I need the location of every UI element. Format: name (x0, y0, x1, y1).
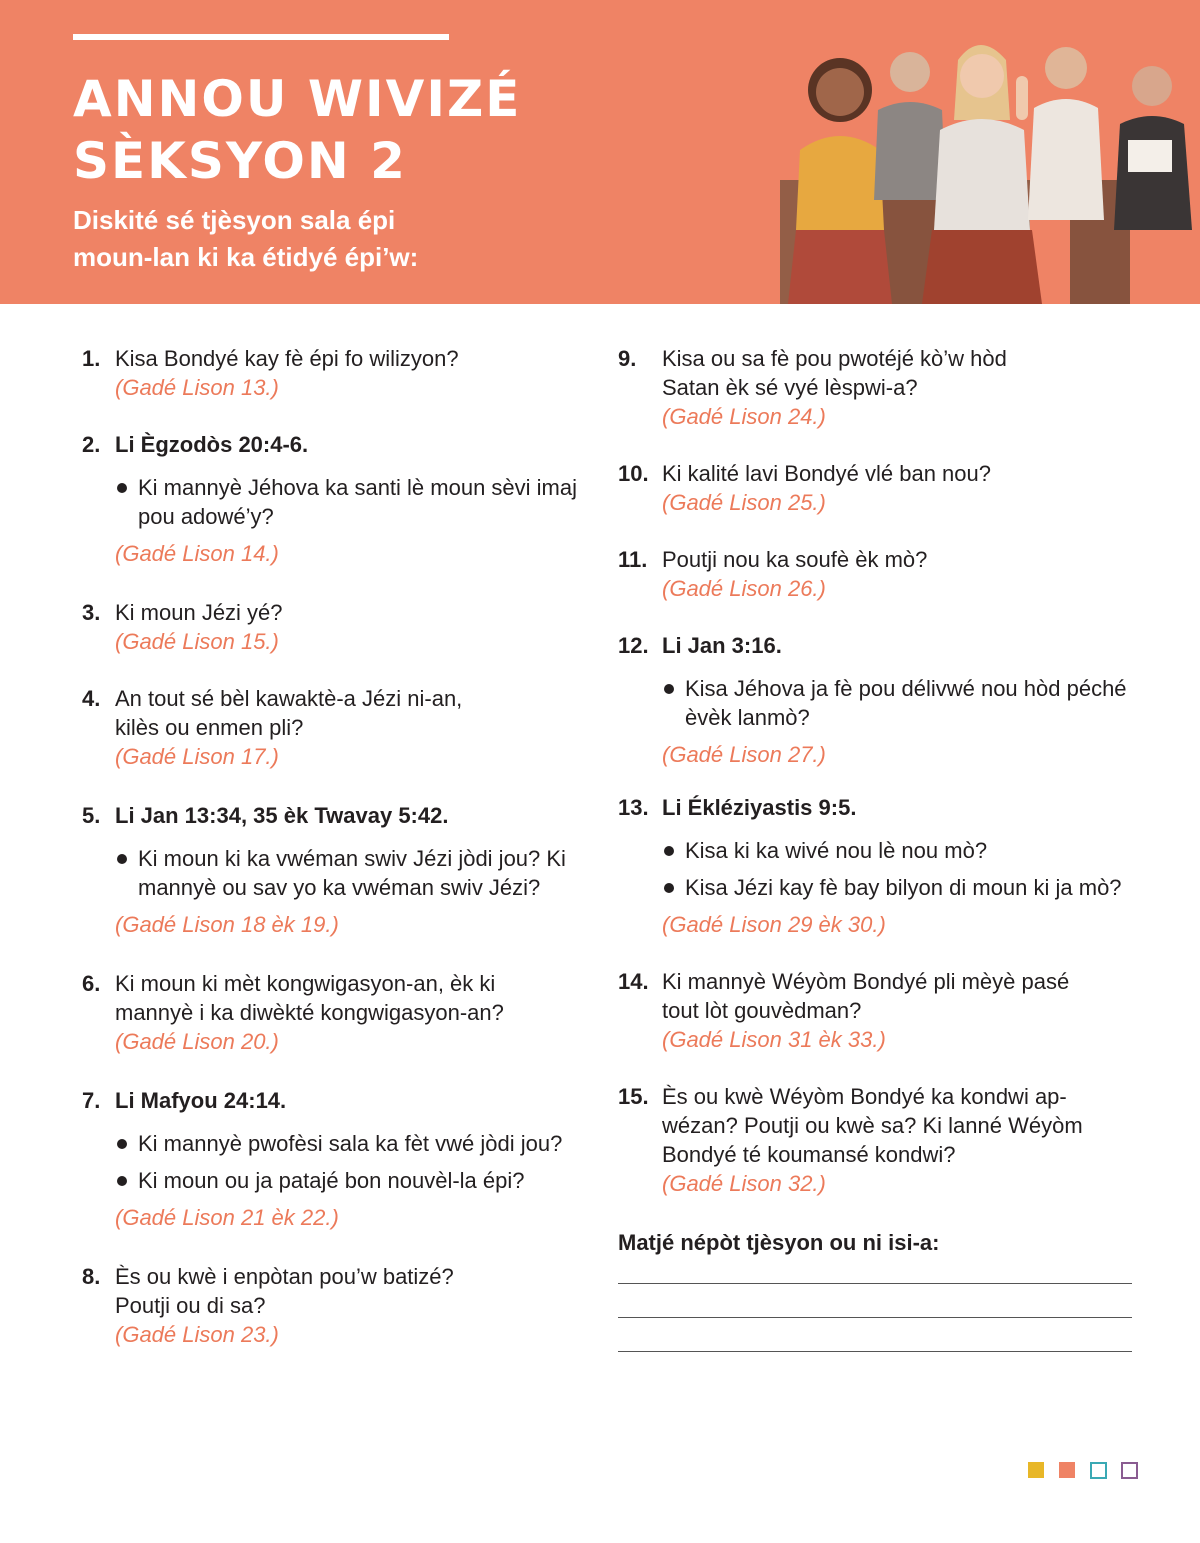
question-item (618, 344, 1138, 431)
question-text: Ki kalité lavi Bondyé vlé ban nou? (662, 461, 991, 486)
question-number: 1. (82, 346, 101, 371)
question-number: 12. (618, 633, 649, 658)
question-item (82, 344, 602, 402)
lesson-reference: (Gadé Lison 18 èk 19.) (115, 912, 339, 937)
bullet-question: Ki mannyè Jéhova ka santi lè moun sèvi imaj pou adowé’y? (115, 473, 602, 531)
scripture-reading: Li Ékléziyastis 9:5. (662, 795, 857, 820)
person-2 (874, 52, 946, 200)
question-item (82, 969, 602, 1056)
page-subtitle (73, 202, 493, 276)
writing-line[interactable] (618, 1351, 1132, 1352)
question-text: Ki moun Jézi yé? (115, 600, 283, 625)
question-text: Poutji ou di sa? (115, 1293, 266, 1318)
bullet-question: Kisa Jéhova ja fè pou délivwé nou hòd péché èvèk lanmò? (662, 674, 1138, 732)
page-title (73, 68, 593, 192)
lesson-reference: (Gadé Lison 26.) (662, 576, 826, 601)
question-item (82, 1086, 602, 1232)
question-text: tout lòt gouvèdman? (662, 998, 862, 1023)
question-number: 13. (618, 795, 649, 820)
writing-line[interactable] (618, 1283, 1132, 1284)
person-4 (1028, 47, 1104, 220)
subtitle-line-1: Diskité sé tjèsyon sala épi (73, 205, 396, 235)
header-banner (0, 0, 1200, 304)
notes-title: Matjé népòt tjèsyon ou ni isi-a: (618, 1230, 940, 1255)
question-item (618, 793, 1138, 939)
bullet-question: Ki moun ki ka vwéman swiv Jézi jòdi jou? Ki mannyè ou sav yo ka vwéman swiv Jézi? (115, 844, 602, 902)
lesson-reference: (Gadé Lison 14.) (115, 541, 279, 566)
question-item (618, 459, 1138, 517)
square-teal-outline (1090, 1462, 1107, 1479)
people-illustration (760, 30, 1200, 304)
bullet-list (662, 836, 1138, 902)
question-text: Ki mannyè Wéyòm Bondyé pli mèyè pasé (662, 969, 1070, 994)
question-item (82, 1262, 602, 1349)
question-item (82, 684, 602, 771)
question-number: 5. (82, 803, 101, 828)
lesson-reference: (Gadé Lison 21 èk 22.) (115, 1205, 339, 1230)
lesson-reference: (Gadé Lison 15.) (115, 629, 279, 654)
question-item (82, 598, 602, 656)
title-line-2: SÈKSYON 2 (73, 132, 407, 190)
title-line-1: ANNOU WIVIZÉ (73, 70, 522, 128)
lesson-reference: (Gadé Lison 17.) (115, 744, 279, 769)
person-3 (922, 45, 1042, 304)
question-number: 14. (618, 969, 649, 994)
writing-line[interactable] (618, 1317, 1132, 1318)
bullet-list (115, 473, 602, 531)
question-item (618, 545, 1138, 603)
question-text: Kisa ou sa fè pou pwotéjé kò’w hòd (662, 346, 1007, 371)
lesson-reference: (Gadé Lison 13.) (115, 375, 279, 400)
question-text: Ki moun ki mèt kongwigasyon-an, èk ki (115, 971, 496, 996)
question-text: An tout sé bèl kawaktè-a Jézi ni-an, (115, 686, 463, 711)
question-number: 6. (82, 971, 101, 996)
question-text: Ès ou kwè i enpòtan pou’w batizé? (115, 1264, 454, 1289)
question-text: Bondyé té koumansé kondwi? (662, 1142, 956, 1167)
question-text: Poutji nou ka soufè èk mò? (662, 547, 928, 572)
question-text: Satan èk sé vyé lèspwi-a? (662, 375, 918, 400)
question-item (618, 1082, 1138, 1198)
question-item (82, 430, 602, 568)
bullet-list (115, 1129, 602, 1195)
bullet-list (115, 844, 602, 902)
square-yellow (1028, 1462, 1044, 1478)
header-rule (73, 34, 449, 40)
square-purple-outline (1121, 1462, 1138, 1479)
question-text: Ès ou kwè Wéyòm Bondyé ka kondwi ap- (662, 1084, 1067, 1109)
question-text: Kisa Bondyé kay fè épi fo wilizyon? (115, 346, 459, 371)
question-item (618, 631, 1138, 769)
lesson-reference: (Gadé Lison 24.) (662, 404, 826, 429)
question-number: 2. (82, 432, 101, 457)
bullet-question: Kisa ki ka wivé nou lè nou mò? (662, 836, 1138, 865)
lesson-reference: (Gadé Lison 32.) (662, 1171, 826, 1196)
question-number: 10. (618, 461, 649, 486)
question-text: wézan? Poutji ou kwè sa? Ki lanné Wéyòm (662, 1113, 1083, 1138)
question-number: 3. (82, 600, 101, 625)
question-number: 11. (618, 547, 648, 572)
lesson-reference: (Gadé Lison 31 èk 33.) (662, 1027, 886, 1052)
scripture-reading: Li Ègzodòs 20:4-6. (115, 432, 309, 457)
question-item (618, 967, 1138, 1054)
lesson-reference: (Gadé Lison 25.) (662, 490, 826, 515)
question-number: 15. (618, 1084, 649, 1109)
bullet-question: Kisa Jézi kay fè bay bilyon di moun ki ja mò? (662, 873, 1138, 902)
question-number: 8. (82, 1264, 101, 1289)
right-column (618, 344, 1138, 1352)
lesson-reference: (Gadé Lison 23.) (115, 1322, 279, 1347)
bullet-list (662, 674, 1138, 732)
scripture-reading: Li Jan 13:34, 35 èk Twavay 5:42. (115, 803, 449, 828)
question-number: 4. (82, 686, 101, 711)
bullet-question: Ki mannyè pwofèsi sala ka fèt vwé jòdi jou? (115, 1129, 602, 1158)
scripture-reading: Li Mafyou 24:14. (115, 1088, 287, 1113)
bullet-question: Ki moun ou ja patajé bon nouvèl-la épi? (115, 1166, 602, 1195)
question-text: kilès ou enmen pli? (115, 715, 304, 740)
lesson-reference: (Gadé Lison 27.) (662, 742, 826, 767)
lesson-reference: (Gadé Lison 20.) (115, 1029, 279, 1054)
person-5 (1114, 66, 1192, 230)
question-item (82, 801, 602, 939)
question-number: 9. (618, 346, 637, 371)
scripture-reading: Li Jan 3:16. (662, 633, 782, 658)
left-column (82, 344, 602, 1379)
subtitle-line-2: moun-lan ki ka étidyé épi’w: (73, 242, 419, 272)
square-coral (1059, 1462, 1075, 1478)
lesson-reference: (Gadé Lison 29 èk 30.) (662, 912, 886, 937)
question-number: 7. (82, 1088, 101, 1113)
question-text: mannyè i ka diwèkté kongwigasyon-an? (115, 1000, 504, 1025)
